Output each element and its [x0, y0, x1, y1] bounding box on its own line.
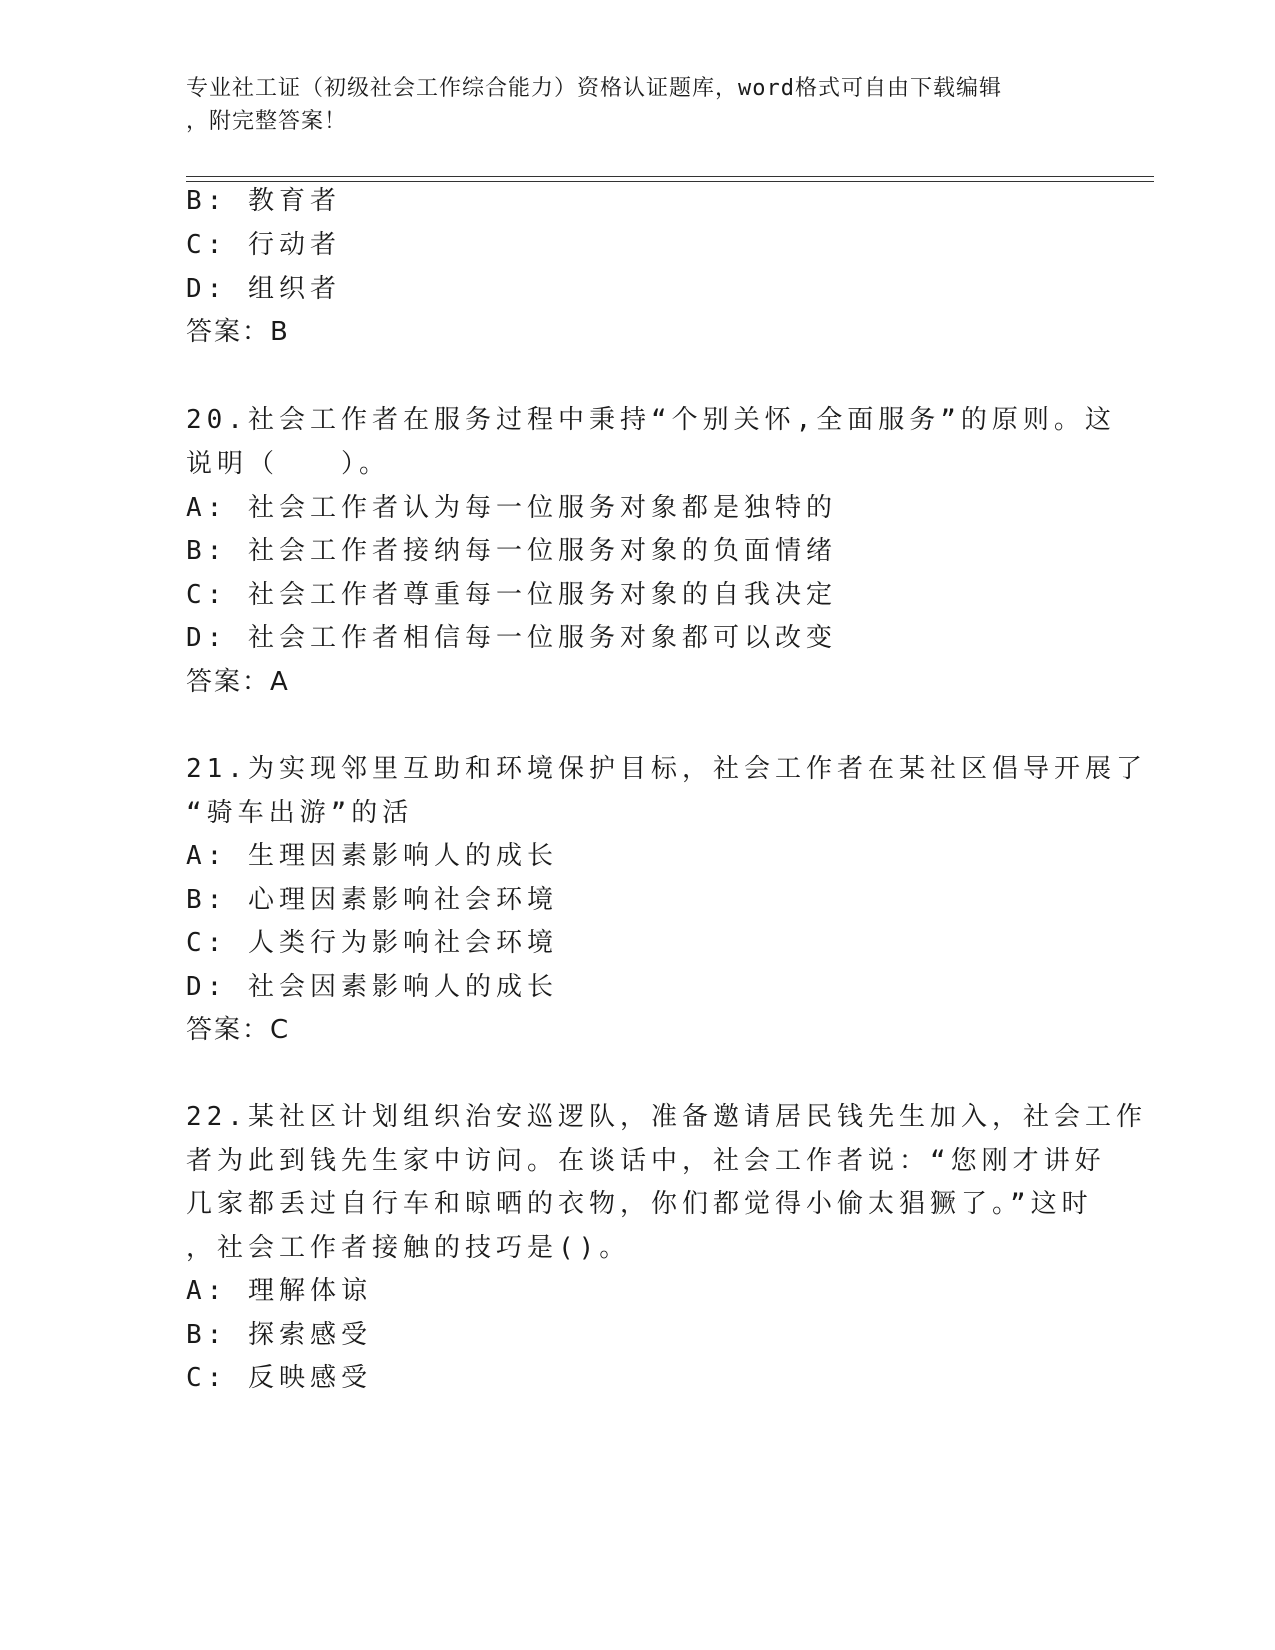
question-21-stem: 21.为实现邻里互助和环境保护目标，社会工作者在某社区倡导开展了 — [186, 754, 1147, 784]
question-21-option-b: B: 心理因素影响社会环境 — [186, 885, 558, 915]
document-header — [186, 72, 1086, 138]
option-c: C: 行动者 — [186, 230, 341, 260]
question-20-stem-cont: 说明（ ）。 — [186, 449, 391, 479]
question-22-stem: 22.某社区计划组织治安巡逻队，准备邀请居民钱先生加入，社会工作 — [186, 1102, 1147, 1132]
question-20-option-a: A: 社会工作者认为每一位服务对象都是独特的 — [186, 493, 837, 523]
question-20-stem: 20.社会工作者在服务过程中秉持“个别关怀,全面服务”的原则。这 — [186, 405, 1116, 435]
question-22-stem-cont-2: 几家都丢过自行车和晾晒的衣物，你们都觉得小偷太猖獗了。”这时 — [186, 1189, 1093, 1219]
header-title-line-2: ，附完整答案！ — [186, 109, 348, 134]
question-22-option-b: B: 探索感受 — [186, 1320, 372, 1350]
header-divider-bottom — [186, 181, 1154, 182]
question-22-option-c: C: 反映感受 — [186, 1363, 372, 1393]
question-20-option-b: B: 社会工作者接纳每一位服务对象的负面情绪 — [186, 536, 837, 566]
question-20-answer: 答案：A — [186, 667, 290, 697]
question-22-option-a: A: 理解体谅 — [186, 1276, 372, 1306]
question-22-stem-cont-1: 者为此到钱先生家中访问。在谈话中，社会工作者说：“您刚才讲好 — [186, 1146, 1106, 1176]
header-divider-top — [186, 176, 1154, 177]
question-22-stem-cont-3: ，社会工作者接触的技巧是()。 — [186, 1233, 631, 1263]
option-d: D: 组织者 — [186, 274, 341, 304]
question-21-answer: 答案：C — [186, 1015, 291, 1045]
question-20-option-d: D: 社会工作者相信每一位服务对象都可以改变 — [186, 623, 837, 653]
header-title-line-1: 专业社工证（初级社会工作综合能力）资格认证题库，word格式可自由下载编辑 — [186, 76, 1002, 101]
answer: 答案：B — [186, 317, 290, 347]
question-21-option-c: C: 人类行为影响社会环境 — [186, 928, 558, 958]
question-21-option-a: A: 生理因素影响人的成长 — [186, 841, 558, 871]
question-21-option-d: D: 社会因素影响人的成长 — [186, 972, 558, 1002]
option-b: B: 教育者 — [186, 186, 341, 216]
question-21-stem-cont: “骑车出游”的活 — [186, 798, 414, 828]
question-20-option-c: C: 社会工作者尊重每一位服务对象的自我决定 — [186, 580, 837, 610]
